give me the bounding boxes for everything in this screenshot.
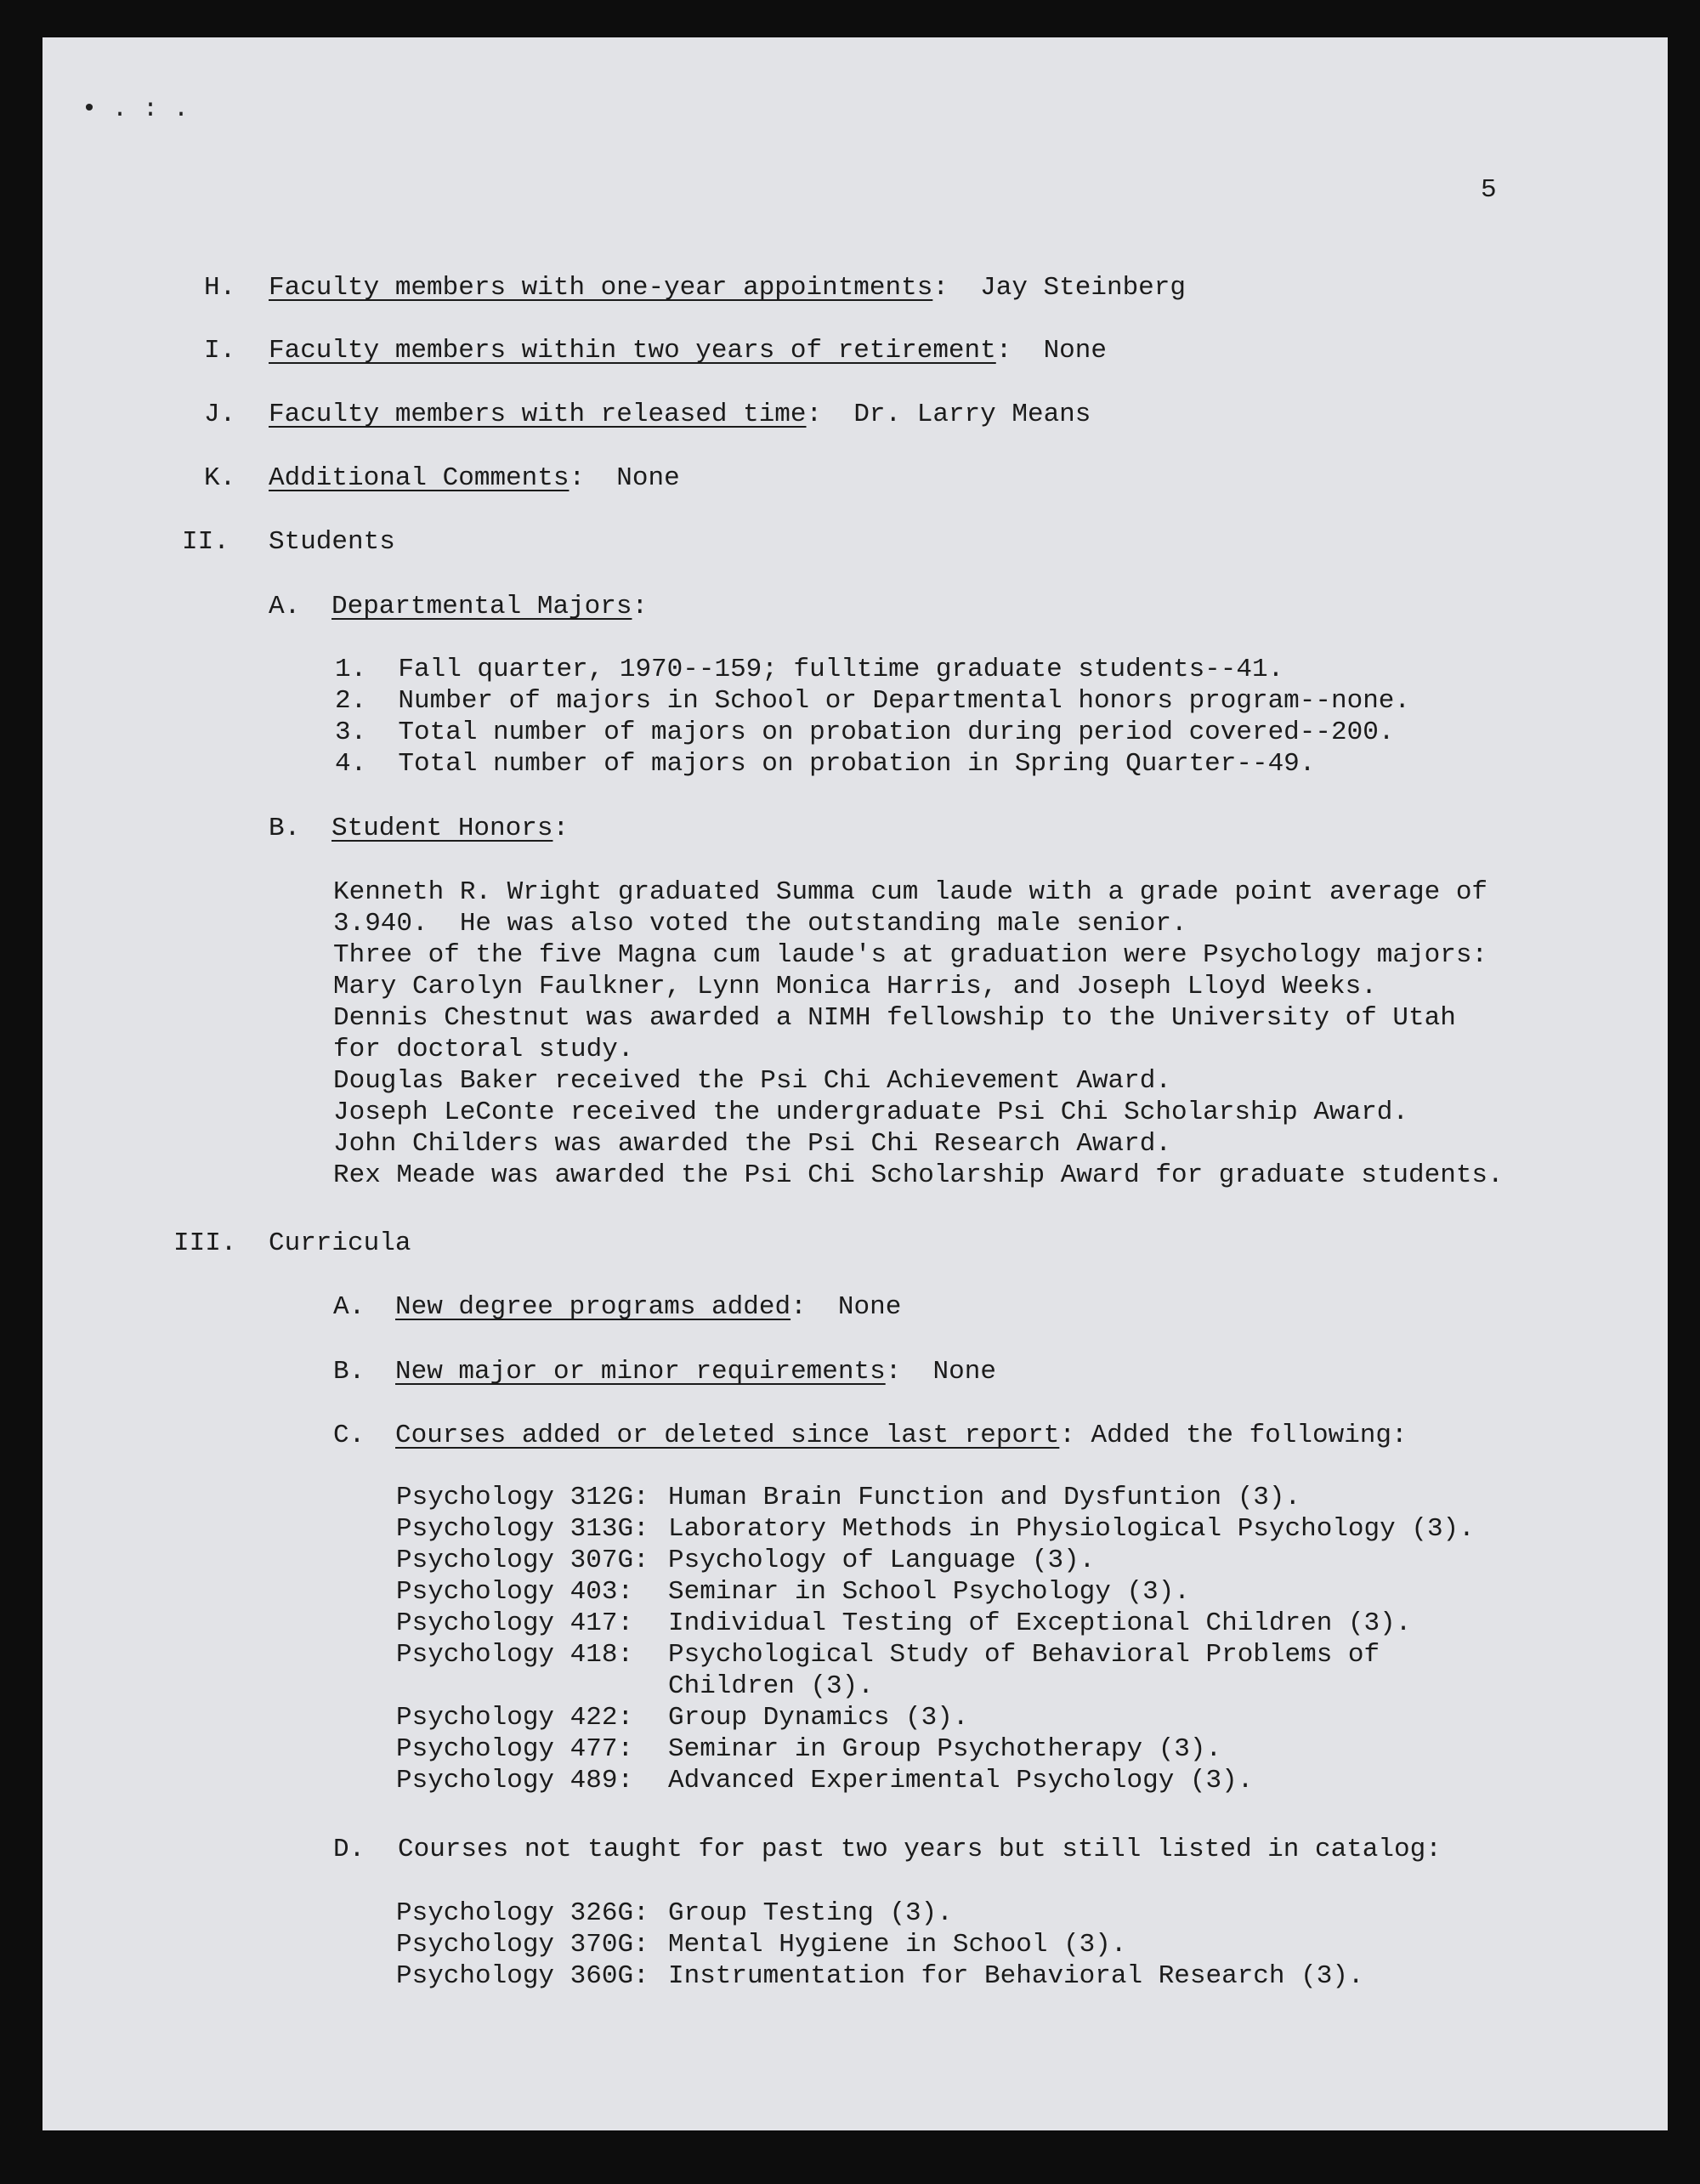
honors-line: Three of the five Magna cum laude's at graduation were Psychology majors:	[333, 940, 1488, 970]
course-number: Psychology 313G:	[396, 1514, 649, 1544]
majors-item: 3. Total number of majors on probation during period covered--200.	[335, 718, 1395, 747]
section-title: Curricula	[269, 1228, 411, 1258]
faculty-item-line: Faculty members with one-year appointments: Jay Steinberg	[269, 273, 1186, 303]
honors-line: 3.940. He was also voted the outstanding male senior.	[333, 909, 1187, 939]
corner-marks: • . : .	[82, 95, 190, 124]
section-title: Students	[269, 527, 395, 557]
course-title: Laboratory Methods in Physiological Psychology (3).	[668, 1514, 1475, 1544]
section-numeral: III.	[173, 1228, 237, 1258]
honors-line: Rex Meade was awarded the Psi Chi Scholarship Award for graduate students.	[333, 1160, 1504, 1190]
curricula-item-line: New degree programs added: None	[395, 1292, 902, 1322]
majors-item: 4. Total number of majors on probation in Spring Quarter--49.	[335, 749, 1316, 779]
course-title: Psychology of Language (3).	[668, 1546, 1096, 1575]
majors-item: 1. Fall quarter, 1970--159; fulltime graduate students--41.	[335, 655, 1284, 684]
honors-line: Kenneth R. Wright graduated Summa cum laude with a grade point average of	[333, 877, 1488, 907]
subsection-letter: B.	[333, 1357, 366, 1387]
curricula-item-line: Courses added or deleted since last report: Added the following:	[395, 1421, 1408, 1450]
course-number: Psychology 326G:	[396, 1898, 649, 1928]
honors-line: for doctoral study.	[333, 1035, 634, 1064]
honors-line: John Childers was awarded the Psi Chi Research Award.	[333, 1129, 1171, 1159]
subsection-letter: A.	[333, 1292, 366, 1322]
course-number: Psychology 312G:	[396, 1483, 649, 1512]
item-label: Faculty members with one-year appointments	[269, 273, 933, 303]
course-number: Psychology 422:	[396, 1703, 634, 1733]
course-number: Psychology 403:	[396, 1577, 634, 1607]
section-numeral: II.	[182, 527, 230, 557]
item-label: Faculty members within two years of retirement	[269, 336, 996, 366]
honors-line: Mary Carolyn Faulkner, Lynn Monica Harris, and Joseph Lloyd Weeks.	[333, 972, 1377, 1001]
course-number: Psychology 370G:	[396, 1930, 649, 1960]
subsection-letter: A.	[269, 592, 301, 621]
item-label: Additional Comments	[269, 463, 570, 493]
item-letter: H.	[204, 273, 236, 303]
subsection-letter: C.	[333, 1421, 366, 1450]
course-title: Instrumentation for Behavioral Research (3).	[668, 1961, 1364, 1991]
curricula-item-line: New major or minor requirements: None	[395, 1357, 996, 1387]
item-value: None	[616, 463, 680, 493]
course-title: Psychological Study of Behavioral Problems of	[668, 1640, 1380, 1670]
item-letter: K.	[204, 463, 236, 493]
item-value: Dr. Larry Means	[853, 400, 1091, 429]
course-number: Psychology 477:	[396, 1734, 634, 1764]
course-number: Psychology 489:	[396, 1766, 634, 1795]
course-title: Group Testing (3).	[668, 1898, 953, 1928]
course-title: Human Brain Function and Dysfuntion (3).	[668, 1483, 1301, 1512]
course-number: Psychology 417:	[396, 1608, 634, 1638]
majors-item: 2. Number of majors in School or Departmental honors program--none.	[335, 686, 1411, 716]
subsection-letter: D.	[333, 1835, 366, 1864]
subsection-heading: Departmental Majors:	[332, 592, 649, 621]
honors-line: Douglas Baker received the Psi Chi Achievement Award.	[333, 1066, 1171, 1096]
faculty-item-line: Additional Comments: None	[269, 463, 680, 493]
course-title: Mental Hygiene in School (3).	[668, 1930, 1127, 1960]
honors-line: Dennis Chestnut was awarded a NIMH fellowship to the University of Utah	[333, 1003, 1456, 1033]
subsection-heading: Courses not taught for past two years but still listed in catalog:	[398, 1835, 1442, 1864]
course-title: Seminar in Group Psychotherapy (3).	[668, 1734, 1222, 1764]
honors-line: Joseph LeConte received the undergraduate Psi Chi Scholarship Award.	[333, 1098, 1409, 1127]
item-letter: J.	[204, 400, 236, 429]
course-number: Psychology 307G:	[396, 1546, 649, 1575]
course-title: Seminar in School Psychology (3).	[668, 1577, 1190, 1607]
course-number: Psychology 360G:	[396, 1961, 649, 1991]
course-title: Group Dynamics (3).	[668, 1703, 969, 1733]
subsection-heading: Student Honors:	[332, 814, 570, 843]
faculty-item-line: Faculty members with released time: Dr. Larry Means	[269, 400, 1091, 429]
course-title: Children (3).	[668, 1671, 874, 1701]
item-label: Faculty members with released time	[269, 400, 807, 429]
course-title: Individual Testing of Exceptional Children (3).	[668, 1608, 1412, 1638]
item-value: None	[1043, 336, 1107, 366]
page-number: 5	[1481, 175, 1497, 205]
item-letter: I.	[204, 336, 236, 366]
subsection-letter: B.	[269, 814, 301, 843]
course-number: Psychology 418:	[396, 1640, 634, 1670]
faculty-item-line: Faculty members within two years of retirement: None	[269, 336, 1107, 366]
item-value: Jay Steinberg	[980, 273, 1186, 303]
course-title: Advanced Experimental Psychology (3).	[668, 1766, 1254, 1795]
